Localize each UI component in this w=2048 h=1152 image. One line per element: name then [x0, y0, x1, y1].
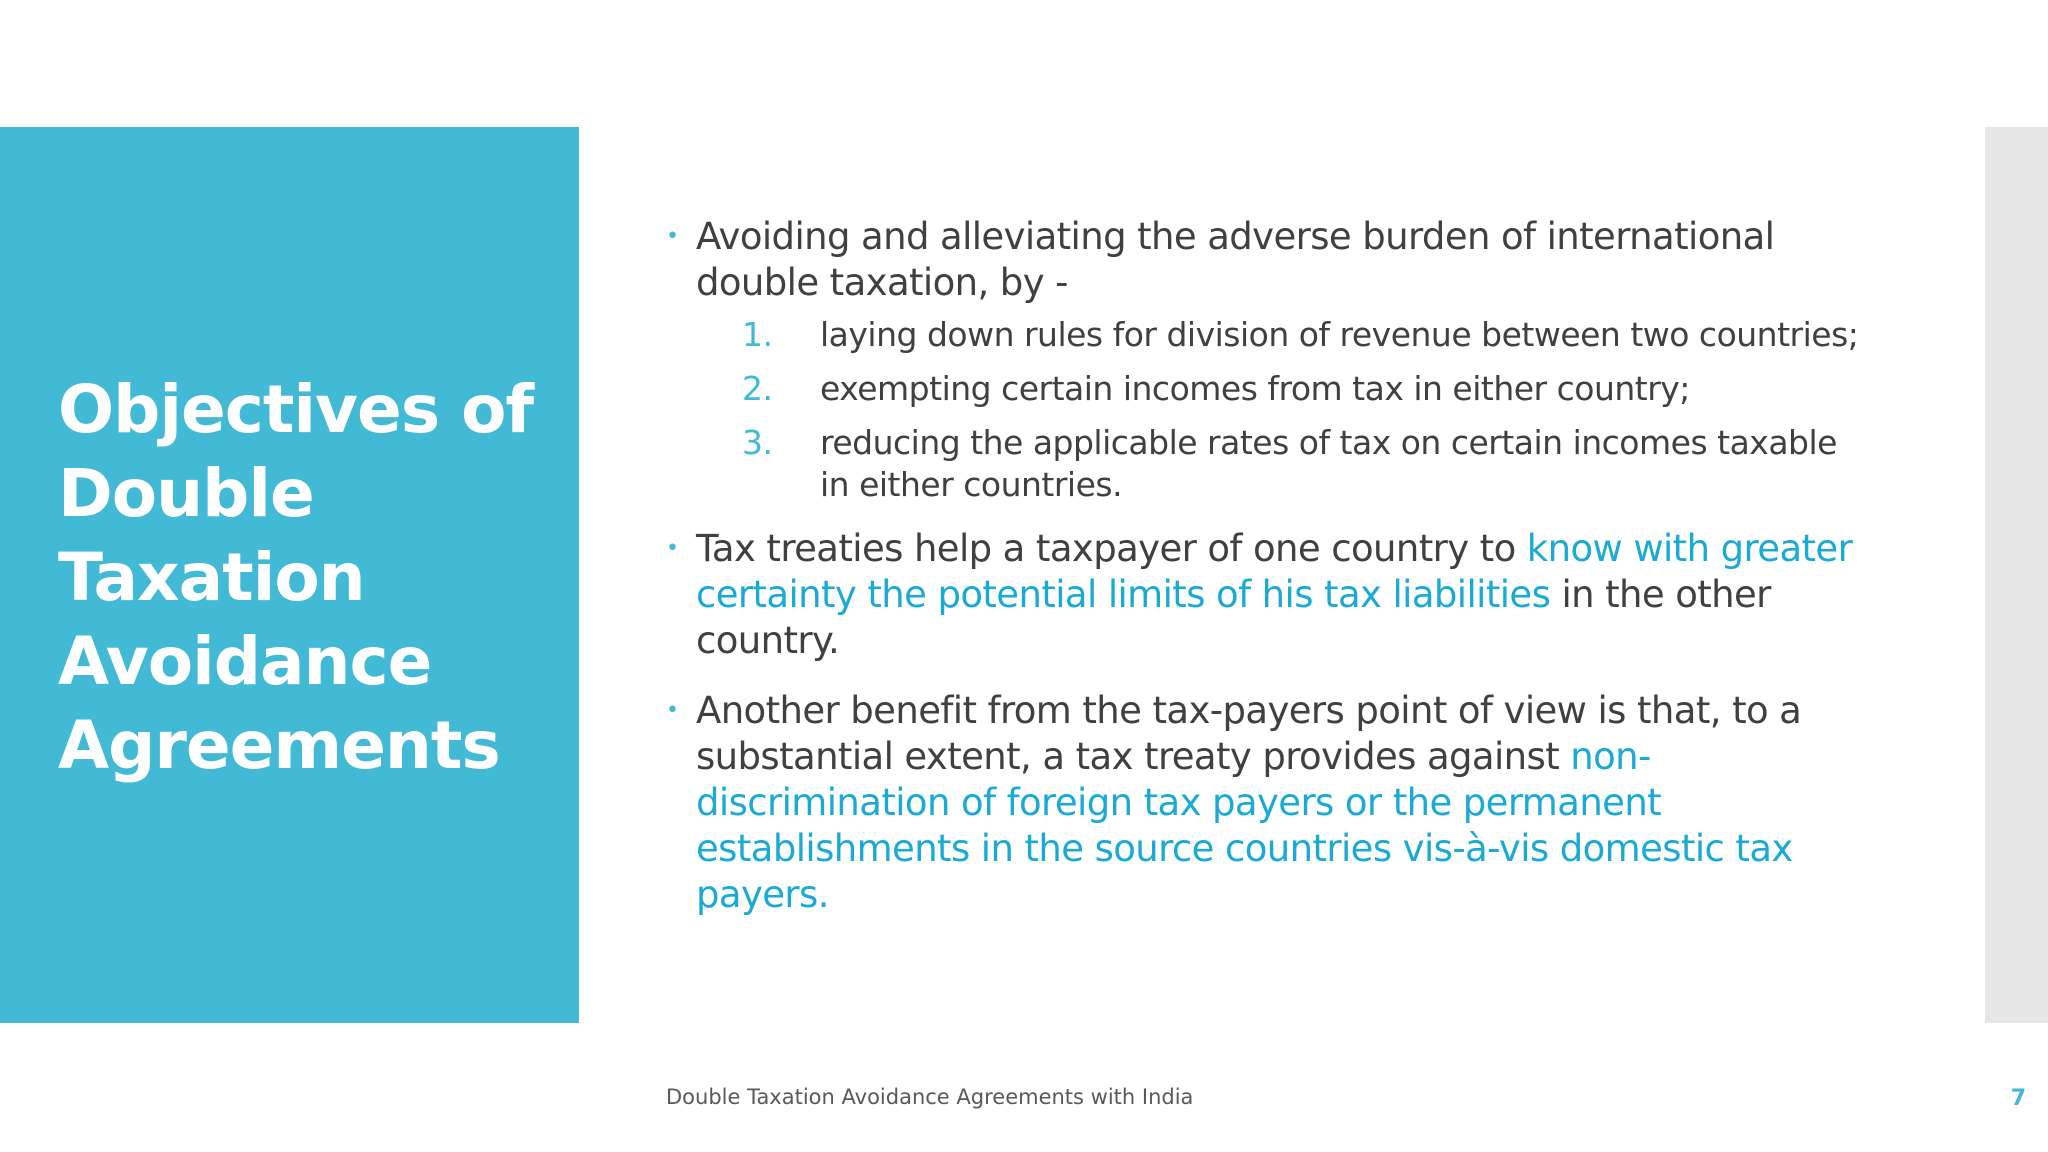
title-line: Avoidance: [58, 623, 432, 700]
bullet-text: Avoiding and alleviating the adverse burden of international double taxation, by -: [696, 215, 1775, 304]
title-line: Objectives of: [58, 371, 534, 448]
bullet-text: in the other country.: [696, 573, 1771, 662]
sublist-item: [662, 368, 1862, 410]
sublist-number: 3.: [742, 423, 773, 462]
sublist-text: laying down rules for division of revenue between two countries;: [820, 315, 1859, 354]
bullet-dot-icon: •: [666, 224, 679, 249]
title-line: Double: [58, 455, 314, 532]
bullet-text: Tax treaties help a taxpayer of one country to: [696, 527, 1527, 570]
bullet-item: [662, 526, 1862, 664]
right-side-bar: [1985, 127, 2048, 1023]
sublist-item: [662, 422, 1862, 506]
highlighted-text: know with greater certainty the potential limits of his tax liabilities: [696, 527, 1853, 616]
title-line: Agreements: [58, 707, 500, 784]
slide-title: [58, 368, 558, 788]
bullet-dot-icon: •: [666, 698, 679, 723]
sublist-text: reducing the applicable rates of tax on certain incomes taxable in either countries.: [820, 423, 1837, 504]
bullet-item: [662, 688, 1862, 918]
sublist-item: [662, 314, 1862, 356]
sublist-number: 2.: [742, 369, 773, 408]
page-number: 7: [2010, 1086, 2026, 1111]
sublist-number: 1.: [742, 315, 773, 354]
bullet-text: Another benefit from the tax-payers point of view is that, to a substantial extent, a tax treaty provides against: [696, 689, 1802, 778]
slide-footer: Double Taxation Avoidance Agreements with India: [666, 1085, 1194, 1109]
highlighted-text: non-discrimination of foreign tax payers or the permanent establishments in the source countries vis-à-vis domestic tax payers.: [696, 735, 1793, 916]
sublist-text: exempting certain incomes from tax in either country;: [820, 369, 1690, 408]
numbered-sublist: [662, 314, 1862, 506]
title-line: Taxation: [58, 539, 365, 616]
bullet-dot-icon: •: [666, 536, 679, 561]
bullet-item: [662, 214, 1862, 306]
slide-content: [662, 214, 1862, 918]
